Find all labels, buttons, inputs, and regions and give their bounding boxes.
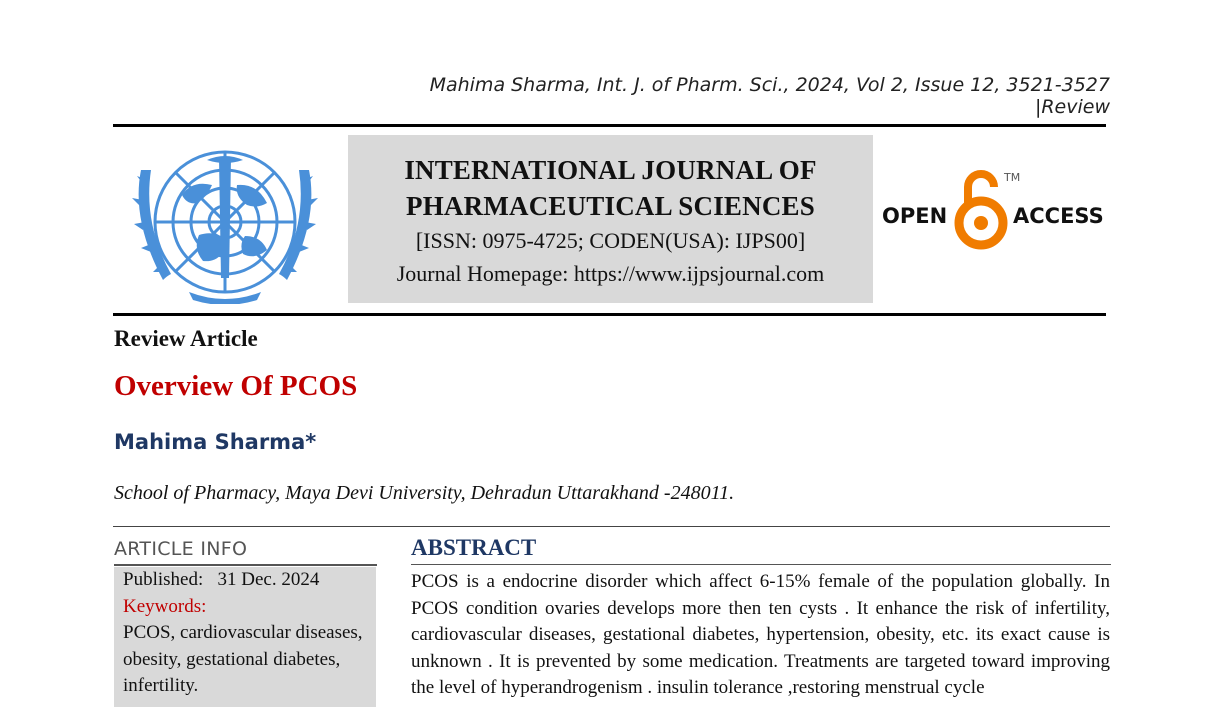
oa-access-text: ACCESS (1013, 204, 1104, 228)
journal-issn: [ISSN: 0975-4725; CODEN(USA): IJPS00] (415, 228, 806, 253)
article-info-box (114, 567, 376, 707)
section-divider (113, 526, 1110, 527)
oa-open-text: OPEN (882, 204, 948, 228)
article-type: Review Article (114, 326, 258, 351)
header-rule-top (113, 124, 1106, 127)
article-info-rule (114, 564, 377, 566)
journal-title-line2: PHARMACEUTICAL SCIENCES (406, 191, 815, 221)
journal-homepage[interactable]: Journal Homepage: https://www.ijpsjournal.com (396, 261, 825, 286)
author-name: Mahima Sharma* (114, 430, 317, 454)
abstract-rule (411, 564, 1111, 565)
running-header: Mahima Sharma, Int. J. of Pharm. Sci., 2024, Vol 2, Issue 12, 3521-3527 |Review (429, 74, 1110, 118)
published-row (123, 567, 376, 594)
abstract-heading: ABSTRACT (411, 535, 537, 560)
open-access-lock-icon (880, 165, 1110, 255)
journal-title-line1: INTERNATIONAL JOURNAL OF (404, 155, 817, 185)
author-affiliation: School of Pharmacy, Maya Devi University, Dehradun Uttarakhand -248011. (114, 482, 735, 504)
article-info-heading: ARTICLE INFO (114, 538, 248, 560)
published-date: 31 Dec. 2024 (217, 569, 320, 590)
published-label: Published: (123, 569, 204, 590)
keywords-label: Keywords: (123, 595, 207, 617)
journal-title (348, 152, 873, 224)
abstract-text: PCOS is a endocrine disorder which affect 6-15% female of the population globally. In PCOS condition ovaries develops more then ten cysts . It enhance the risk of infertility, cardiovascular diseases, gestational diabetes, hypertension, obesity, etc. its exact cause is unknown . It is prevented by some medication. Treatments are targeted toward improving the level of hyperandrogenism . insulin tolerance ,restoring menstrual cycle (411, 571, 1110, 699)
un-emblem-logo (127, 140, 323, 304)
keywords-text: PCOS, cardiovascular diseases, obesity, gestational diabetes, infertility. (123, 622, 363, 696)
journal-masthead (348, 135, 873, 303)
article-title: Overview Of PCOS (114, 370, 358, 402)
header-rule-bottom (113, 313, 1106, 316)
oa-tm-text: TM (1004, 171, 1021, 184)
